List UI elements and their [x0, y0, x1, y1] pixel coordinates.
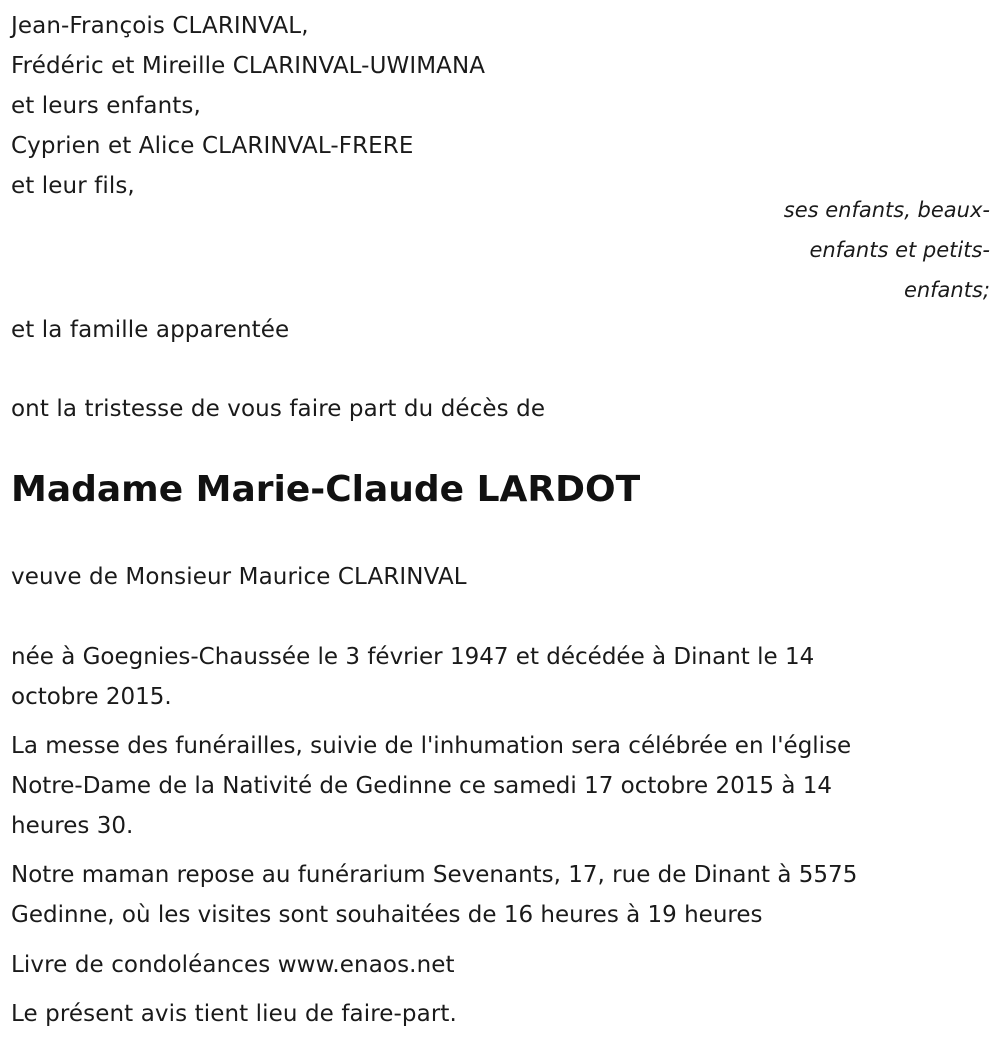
- visitation-paragraph: [11, 855, 991, 935]
- funeral-line-1: La messe des funérailles, suivie de l'inhumation sera célébrée en l'église: [11, 733, 852, 759]
- family-line-4: Cyprien et Alice CLARINVAL-FRERE: [11, 133, 414, 159]
- relation-line-2: enfants et petits-: [809, 238, 990, 262]
- birth-death-line-1: née à Goegnies-Chaussée le 3 février 1947 et décédée à Dinant le 14: [11, 644, 815, 670]
- condolences-book: Livre de condoléances www.enaos.net: [11, 952, 455, 978]
- funeral-line-3: heures 30.: [11, 813, 134, 839]
- relation-block: [690, 190, 990, 310]
- funeral-line-2: Notre-Dame de la Nativité de Gedinne ce samedi 17 octobre 2015 à 14: [11, 773, 833, 799]
- birth-death-line-2: octobre 2015.: [11, 684, 172, 710]
- family-line-1: Jean-François CLARINVAL,: [11, 13, 309, 39]
- visitation-line-2: Gedinne, où les visites sont souhaitées de 16 heures à 19 heures: [11, 902, 763, 928]
- family-line-3: et leurs enfants,: [11, 93, 201, 119]
- visitation-line-1: Notre maman repose au funérarium Sevenants, 17, rue de Dinant à 5575: [11, 862, 858, 888]
- notice-text: Le présent avis tient lieu de faire-part.: [11, 1001, 457, 1027]
- deceased-name: Madame Marie-Claude LARDOT: [11, 469, 641, 510]
- family-line-2: Frédéric et Mireille CLARINVAL-UWIMANA: [11, 53, 486, 79]
- funeral-paragraph: [11, 726, 991, 846]
- announcement: ont la tristesse de vous faire part du décès de: [11, 396, 546, 422]
- extended-family: et la famille apparentée: [11, 317, 290, 343]
- relation-line-1: ses enfants, beaux-: [783, 198, 990, 222]
- widow-of: veuve de Monsieur Maurice CLARINVAL: [11, 564, 467, 590]
- family-line-5: et leur fils,: [11, 173, 135, 199]
- relation-line-3: enfants;: [903, 278, 990, 302]
- birth-death-paragraph: [11, 637, 991, 717]
